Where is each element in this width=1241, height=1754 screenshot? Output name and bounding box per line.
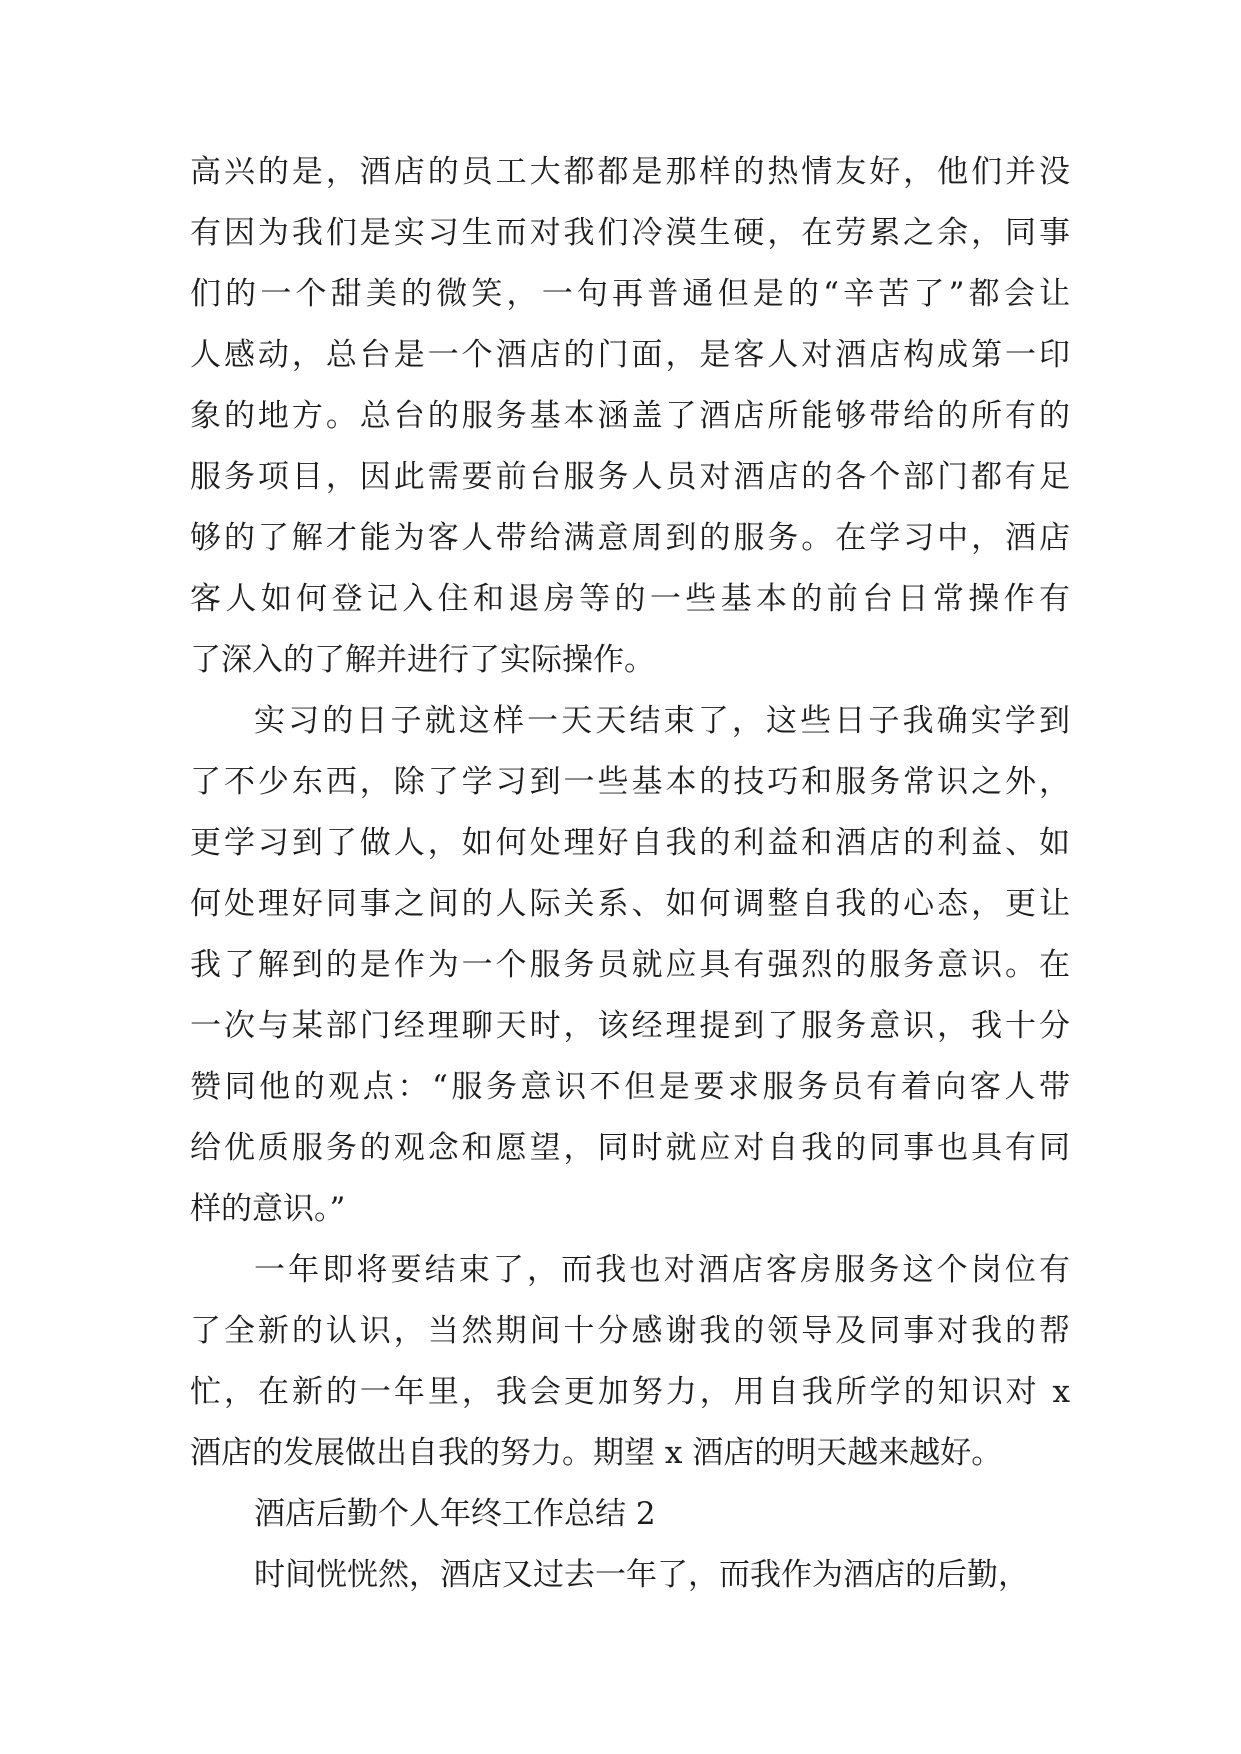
text-line: 了深入的了解并进行了实际操作。 <box>190 642 655 678</box>
text-line: 们的一个甜美的微笑，一句再普通但是的“辛苦了”都会让 <box>190 276 1070 312</box>
text-line: 人感动，总台是一个酒店的门面，是客人对酒店构成第一印 <box>190 337 1070 373</box>
text-line: 实习的日子就这样一天天结束了，这些日子我确实学到 <box>254 703 1070 739</box>
text-line: 给优质服务的观念和愿望，同时就应对自我的同事也具有同 <box>190 1130 1070 1166</box>
text-line: 何处理好同事之间的人际关系、如何调整自我的心态，更让 <box>190 886 1070 922</box>
text-line: 一年即将要结束了，而我也对酒店客房服务这个岗位有 <box>254 1252 1070 1288</box>
text-line: 赞同他的观点：“服务意识不但是要求服务员有着向客人带 <box>190 1069 1070 1105</box>
text-line: 我了解到的是作为一个服务员就应具有强烈的服务意识。在 <box>190 947 1070 983</box>
paragraph <box>190 142 1070 691</box>
text-line: 样的意识。” <box>190 1191 346 1227</box>
paragraph <box>190 691 1070 1240</box>
text-line: 服务项目，因此需要前台服务人员对酒店的各个部门都有足 <box>190 459 1070 495</box>
text-line: 了全新的认识，当然期间十分感谢我的领导及同事对我的帮 <box>190 1313 1070 1349</box>
text-line: 时间恍恍然，酒店又过去一年了，而我作为酒店的后勤， <box>254 1557 1029 1593</box>
text-line: 客人如何登记入住和退房等的一些基本的前台日常操作有 <box>190 581 1070 617</box>
text-line: 够的了解才能为客人带给满意周到的服务。在学习中，酒店 <box>190 520 1070 556</box>
text-line: 高兴的是，酒店的员工大都都是那样的热情友好，他们并没 <box>190 154 1070 190</box>
text-line: 了不少东西，除了学习到一些基本的技巧和服务常识之外， <box>190 764 1070 800</box>
text-line: 有因为我们是实习生而对我们冷漠生硬，在劳累之余，同事 <box>190 215 1070 251</box>
paragraph <box>190 1545 1070 1606</box>
text-line: 象的地方。总台的服务基本涵盖了酒店所能够带给的所有的 <box>190 398 1070 434</box>
paragraph <box>190 1240 1070 1484</box>
text-line: 忙，在新的一年里，我会更加努力，用自我所学的知识对 x <box>190 1374 1070 1410</box>
text-line: 酒店后勤个人年终工作总结 2 <box>254 1496 656 1532</box>
text-line: 一次与某部门经理聊天时，该经理提到了服务意识，我十分 <box>190 1008 1070 1044</box>
document-body <box>190 142 1070 1606</box>
text-line: 更学习到了做人，如何处理好自我的利益和酒店的利益、如 <box>190 825 1070 861</box>
text-line: 酒店的发展做出自我的努力。期望 x 酒店的明天越来越好。 <box>190 1435 1003 1471</box>
paragraph <box>190 1484 1070 1545</box>
